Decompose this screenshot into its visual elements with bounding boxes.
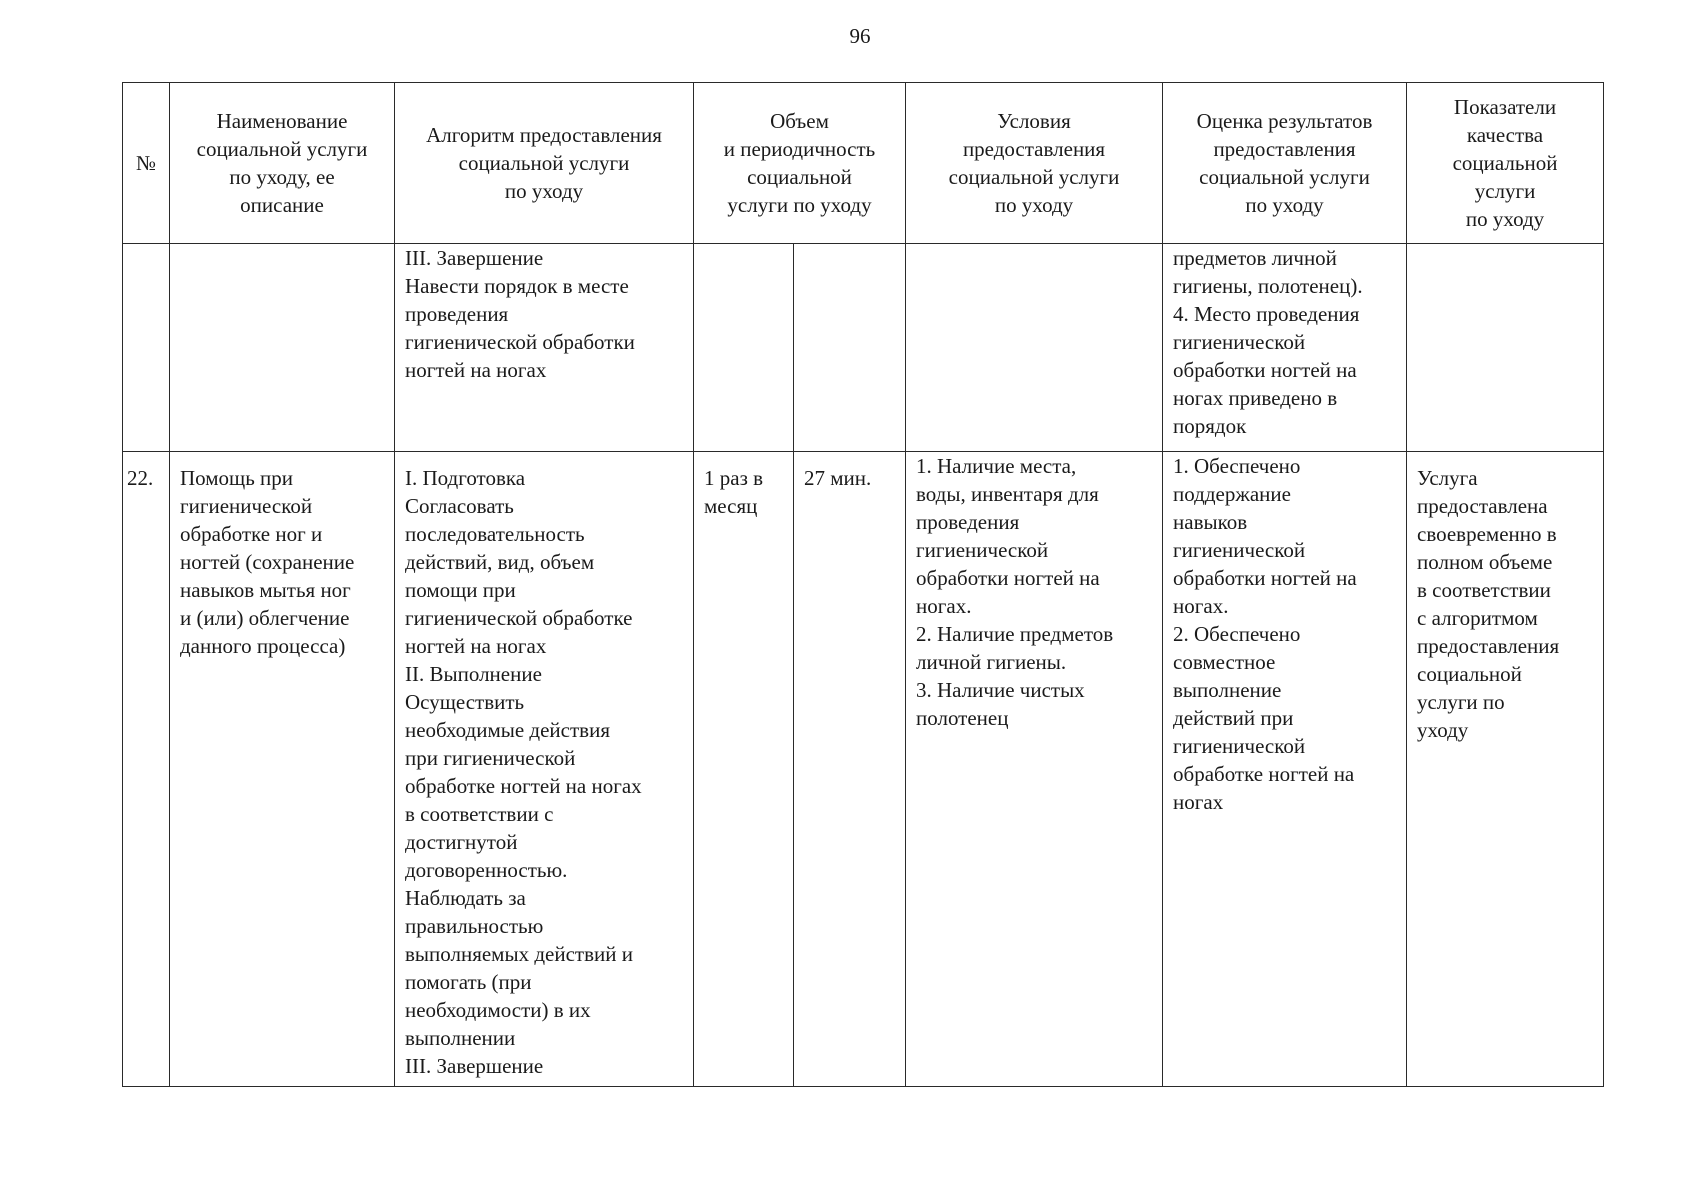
- cell-periodicity: 1 раз в месяц: [694, 452, 794, 1087]
- cell-service-name: [170, 244, 395, 452]
- services-table: [122, 82, 1604, 1087]
- header-quality: Показатели качества социальной услуги по уходу: [1407, 83, 1604, 244]
- cell-conditions: [906, 244, 1163, 452]
- header-volume-periodicity: Объем и периодичность социальной услуги по уходу: [694, 83, 906, 244]
- cell-duration: 27 мин.: [794, 452, 906, 1087]
- cell-quality: [1407, 244, 1604, 452]
- table-row: [123, 244, 1604, 452]
- page-number: 96: [849, 24, 871, 48]
- cell-evaluation: 1. Обеспечено поддержание навыков гигиенической обработки ногтей на ногах. 2. Обеспечено совместное выполнение действий при гигиенической обработке ногтей на ногах: [1163, 452, 1407, 1087]
- header-conditions: Условия предоставления социальной услуги по уходу: [906, 83, 1163, 244]
- table-header-row: [123, 83, 1604, 244]
- header-algorithm: Алгоритм предоставления социальной услуги по уходу: [395, 83, 694, 244]
- cell-algorithm: III. Завершение Навести порядок в месте проведения гигиенической обработки ногтей на ногах: [395, 244, 694, 452]
- header-evaluation: Оценка результатов предоставления социальной услуги по уходу: [1163, 83, 1407, 244]
- cell-algorithm: I. Подготовка Согласовать последовательность действий, вид, объем помощи при гигиенической обработке ногтей на ногах II. Выполнение Осуществить необходимые действия при гигиенической обработке ногтей на ногах в соответствии с достигнутой договоренностью. Наблюдать за правильностью выполняемых действий и помогать (при необходимости) в их выполнении III. Завершение: [395, 452, 694, 1087]
- header-service-name: Наименование социальной услуги по уходу, ее описание: [170, 83, 395, 244]
- cell-evaluation: предметов личной гигиены, полотенец). 4. Место проведения гигиенической обработки ногтей на ногах приведено в порядок: [1163, 244, 1407, 452]
- cell-service-name: Помощь при гигиенической обработке ног и ногтей (сохранение навыков мытья ног и (или) облегчение данного процесса): [170, 452, 395, 1087]
- table-row: [123, 452, 1604, 1087]
- header-num: №: [123, 83, 170, 244]
- cell-num: 22.: [123, 452, 170, 1087]
- cell-conditions: 1. Наличие места, воды, инвентаря для проведения гигиенической обработки ногтей на ногах. 2. Наличие предметов личной гигиены. 3. Наличие чистых полотенец: [906, 452, 1163, 1087]
- cell-quality: Услуга предоставлена своевременно в полном объеме в соответствии с алгоритмом предоставления социальной услуги по уходу: [1407, 452, 1604, 1087]
- cell-duration: [794, 244, 906, 452]
- cell-periodicity: [694, 244, 794, 452]
- cell-num: [123, 244, 170, 452]
